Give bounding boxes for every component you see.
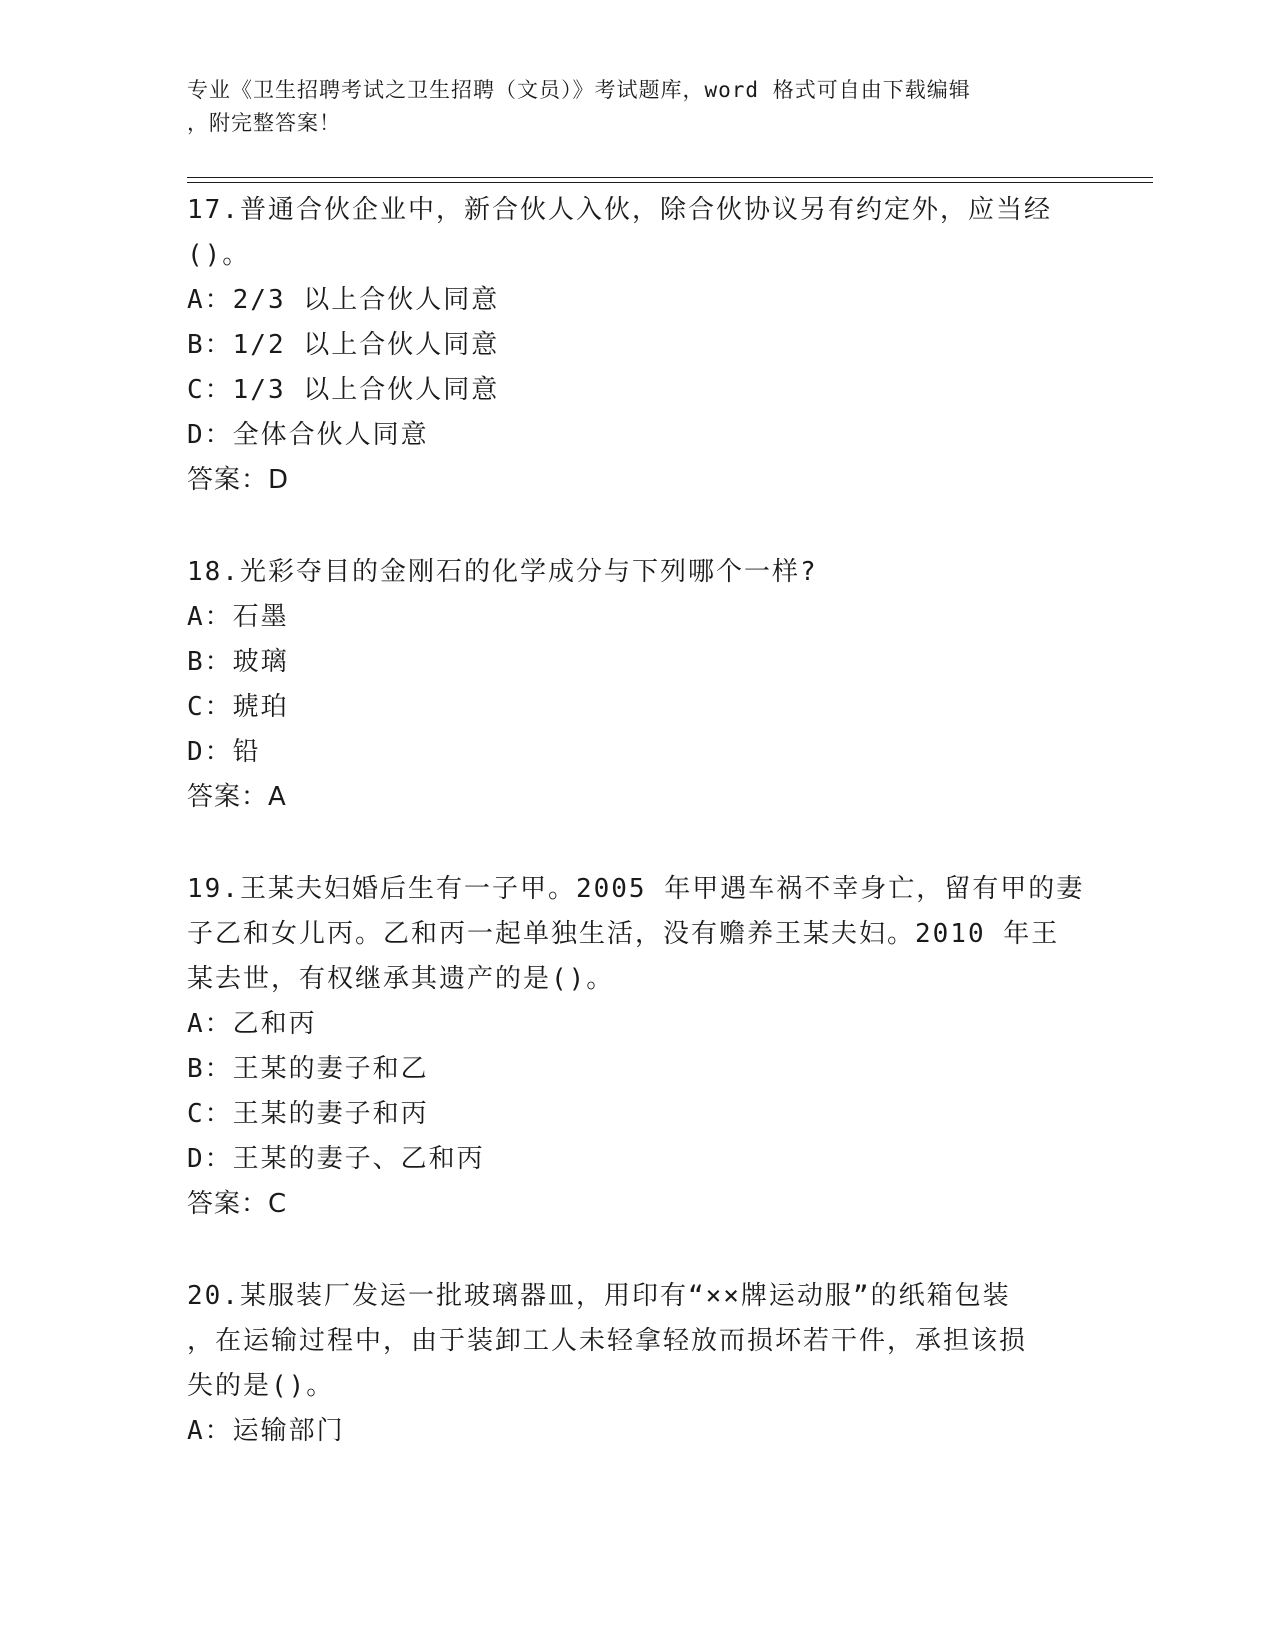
question-19-answer: 答案：C (187, 1189, 288, 1219)
question-17-answer: 答案：D (187, 465, 290, 495)
question-list (187, 188, 1087, 1454)
question-18-option-a: A：石墨 (187, 602, 289, 632)
question-19-option-c: C：王某的妻子和丙 (187, 1099, 429, 1129)
question-17-option-a: A：2/3 以上合伙人同意 (187, 285, 500, 315)
question-17-option-b: B：1/2 以上合伙人同意 (187, 330, 500, 360)
spacer (187, 1227, 1087, 1274)
question-19-stem-line-3: 某去世，有权继承其遗产的是()。 (187, 964, 615, 994)
question-20-stem-line-3: 失的是()。 (187, 1371, 335, 1401)
question-19-option-b: B：王某的妻子和乙 (187, 1054, 429, 1084)
question-17-stem-line-1: 17.普通合伙企业中，新合伙人入伙，除合伙协议另有约定外，应当经 (187, 195, 1052, 225)
question-18-stem-line-1: 18.光彩夺目的金刚石的化学成分与下列哪个一样? (187, 557, 818, 587)
question-18 (187, 550, 1087, 820)
question-20-stem-line-1: 20.某服装厂发运一批玻璃器皿，用印有“××牌运动服”的纸箱包装 (187, 1281, 1011, 1311)
question-17 (187, 188, 1087, 503)
spacer (187, 820, 1087, 867)
question-18-option-d: D：铅 (187, 737, 261, 767)
question-19-option-d: D：王某的妻子、乙和丙 (187, 1144, 485, 1174)
header-rule-top (187, 177, 1153, 178)
question-17-stem-line-2: ()。 (187, 240, 251, 270)
header-line-2: ，附完整答案！ (187, 111, 341, 135)
header-rule-bottom (187, 182, 1153, 183)
question-20-stem-line-2: ，在运输过程中，由于装卸工人未轻拿轻放而损坏若干件，承担该损 (187, 1326, 1028, 1356)
question-18-option-b: B：玻璃 (187, 647, 289, 677)
question-18-answer: 答案：A (187, 782, 287, 812)
question-20-option-a: A：运输部门 (187, 1416, 345, 1446)
spacer (187, 503, 1087, 550)
question-19-stem-line-2: 子乙和女儿丙。乙和丙一起单独生活，没有赡养王某夫妇。2010 年王 (187, 919, 1060, 949)
question-19 (187, 867, 1087, 1227)
header-line-1: 专业《卫生招聘考试之卫生招聘（文员）》考试题库，word 格式可自由下载编辑 (187, 78, 971, 102)
question-18-option-c: C：琥珀 (187, 692, 289, 722)
question-19-option-a: A：乙和丙 (187, 1009, 317, 1039)
question-17-option-d: D：全体合伙人同意 (187, 420, 429, 450)
question-19-stem-line-1: 19.王某夫妇婚后生有一子甲。2005 年甲遇车祸不幸身亡，留有甲的妻 (187, 874, 1085, 904)
question-20 (187, 1274, 1087, 1454)
document-header (187, 74, 1067, 140)
question-17-option-c: C：1/3 以上合伙人同意 (187, 375, 500, 405)
